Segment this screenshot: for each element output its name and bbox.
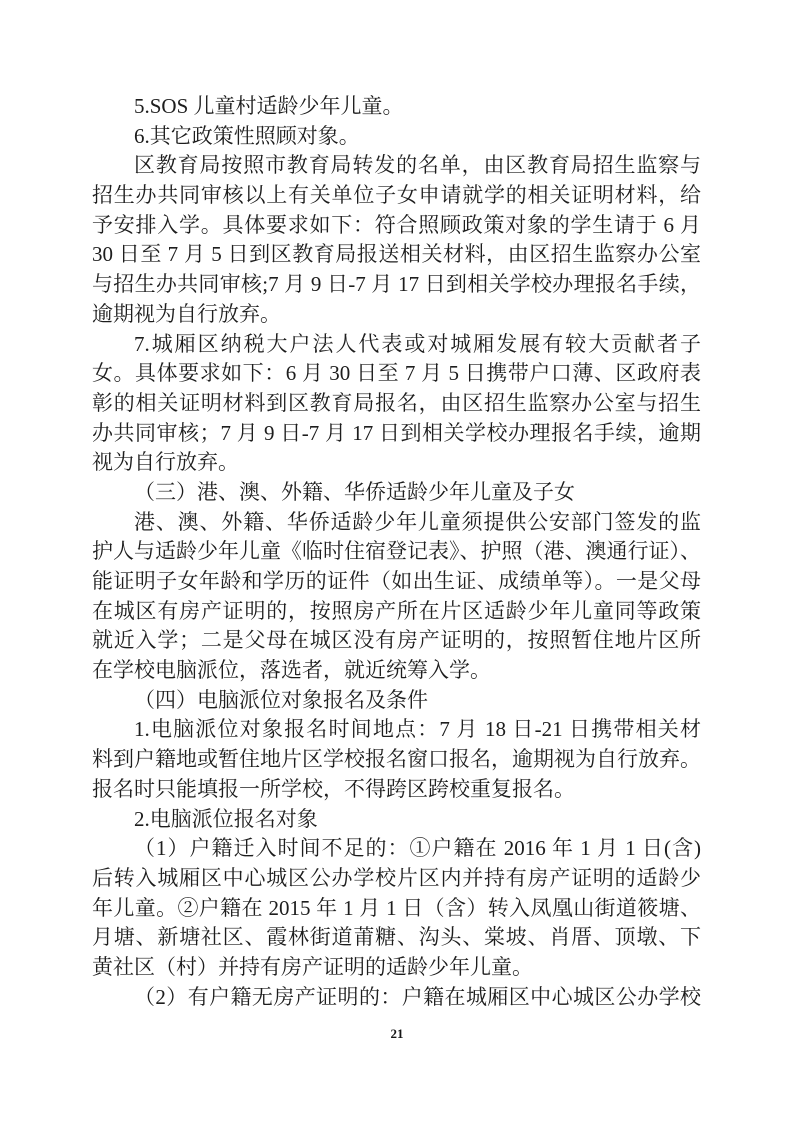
text-line: 黄社区（村）并持有房产证明的适龄少年儿童。	[92, 954, 533, 979]
text-line: （四）电脑派位对象报名及条件	[134, 687, 428, 712]
text-line: 予安排入学。具体要求如下：符合照顾政策对象的学生请于 6 月	[92, 212, 701, 237]
text-line: 6.其它政策性照顾对象。	[134, 123, 360, 148]
text-line: 区教育局按照市教育局转发的名单，由区教育局招生监察与	[134, 153, 701, 178]
text-line: 月塘、新塘社区、霞林街道莆糖、沟头、棠坡、肖厝、顶墩、下	[92, 925, 701, 950]
text-line: 护人与适龄少年儿童《临时住宿登记表》、护照（港、澳通行证）、	[92, 539, 701, 564]
text-line: （1）户籍迁入时间不足的：①户籍在 2016 年 1 月 1 日(含)	[134, 836, 701, 861]
text-line: 港、澳、外籍、华侨适龄少年儿童须提供公安部门签发的监	[134, 509, 701, 534]
text-line: 2.电脑派位报名对象	[134, 806, 318, 831]
text-line: 7.城厢区纳税大户法人代表或对城厢发展有较大贡献者子	[134, 331, 701, 356]
text-line: 报名时只能填报一所学校，不得跨区跨校重复报名。	[92, 776, 575, 801]
page-number: 21	[390, 1026, 404, 1041]
text-line: 招生办共同审核以上有关单位子女申请就学的相关证明材料，给	[92, 183, 701, 208]
text-line: 在学校电脑派位，落选者，就近统筹入学。	[92, 658, 491, 683]
text-line: 料到户籍地或暂住地片区学校报名窗口报名，逾期视为自行放弃。	[92, 747, 701, 772]
text-line: 5.SOS 儿童村适龄少年儿童。	[134, 94, 404, 118]
text-line: 1.电脑派位对象报名时间地点：7 月 18 日-21 日携带相关材	[134, 717, 701, 742]
text-line: 与招生办共同审核;7 月 9 日-7 月 17 日到相关学校办理报名手续，	[92, 272, 701, 297]
text-line: 视为自行放弃。	[92, 450, 239, 475]
text-line: 年儿童。②户籍在 2015 年 1 月 1 日（含）转入凤凰山街道筱塘、	[92, 895, 701, 920]
text-line: 办共同审核；7 月 9 日-7 月 17 日到相关学校办理报名手续，逾期	[92, 420, 701, 445]
text-line: 能证明子女年龄和学历的证件（如出生证、成绩单等）。一是父母	[92, 569, 701, 593]
text-line: （三）港、澳、外籍、华侨适龄少年儿童及子女	[134, 479, 575, 504]
text-line: 彰的相关证明材料到区教育局报名，由区招生监察办公室与招生	[92, 390, 701, 415]
text-line: 在城区有房产证明的，按照房产所在片区适龄少年儿童同等政策	[92, 598, 701, 623]
text-line: 逾期视为自行放弃。	[92, 301, 281, 326]
text-line: 30 日至 7 月 5 日到区教育局报送相关材料，由区招生监察办公室	[92, 242, 701, 267]
text-line: 后转入城厢区中心城区公办学校片区内并持有房产证明的适龄少	[92, 865, 701, 890]
document-body-text	[92, 92, 701, 1012]
text-line: 女。具体要求如下：6 月 30 日至 7 月 5 日携带户口薄、区政府表	[92, 361, 701, 386]
text-line: 就近入学；二是父母在城区没有房产证明的，按照暂住地片区所	[92, 628, 701, 653]
text-line: （2）有户籍无房产证明的：户籍在城厢区中心城区公办学校	[134, 984, 701, 1009]
